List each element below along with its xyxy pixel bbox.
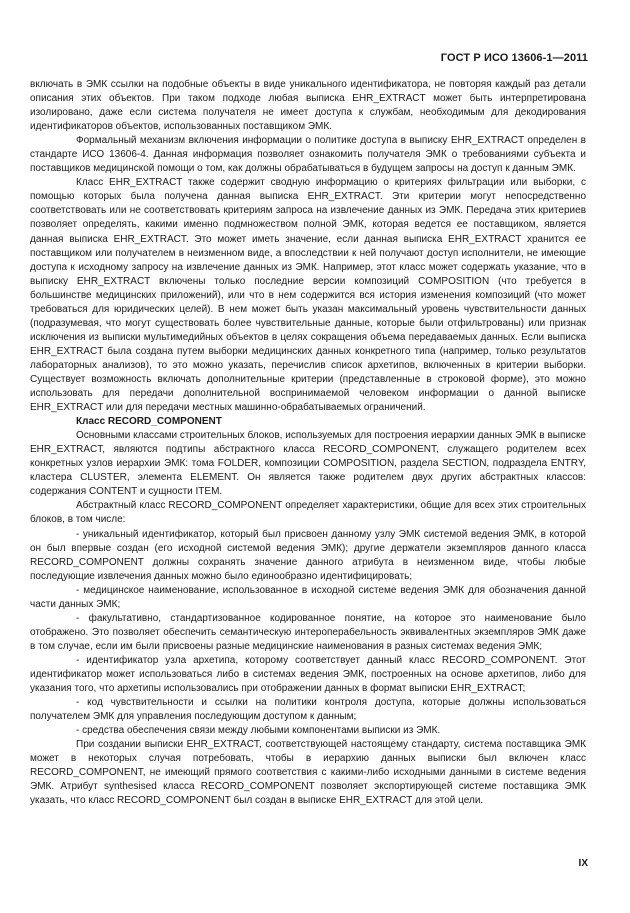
section-closing: При создании выписки EHR_EXTRACT, соответствующей настоящему стандарту, система поставщика ЭМК может в некоторых случая потребовать, чтобы в иерархию данных выписки был включен класс RECORD_COMPONENT, не имеющий прямого соответствия с какими-либо исходными данными в системе ведения ЭМК. Атрибут synthesised класса RECORD_COMPONENT позволяет экспортирующей системе поставщика ЭМК указать, что класс RECORD_COMPONENT был создан в выписке EHR_EXTRACT для этой цели.: [30, 739, 586, 807]
paragraph-extract-criteria: Класс EHR_EXTRACT также содержит сводную информацию о критериях фильтрации или выборки, с помощью которых была получена данная выписка EHR_EXTRACT. Эти критерии могут непосредственно соответствовать или не соответствовать критериям запроса на извлечение данных из ЭМК. Передача этих критериев позволяет определять, какими именно подмножеством полной ЭМК, которая ведется ее поставщиком, является данная выписка EHR_EXTRACT. Это может иметь значение, если данная выписка EHR_EXTRACT хранится ее поставщиком или получателем в неизменном виде, а впоследствии к ней получают доступ исполнители, не имеющие доступа к исходному запросу на извлечение данных из ЭМК. Например, этот класс может содержать указание, что в выписку EHR_EXTRACT включены только последние версии композиций COMPOSITION (что требуется в большинстве медицинских приложений), или что в нем содержится вся история изменения композиций (что может требоваться для юридических целей). В нем может быть указан максимальный уровень чувствительности данных (подразумевая, что могут существовать более чувствительные данные, которые были отфильтрованы) или признак исключения из выписки мультимедийных объектов в целях сокращения объема передаваемых данных. Если выписка EHR_EXTRACT была создана путем выборки медицинских данных конкретного типа (например, только результатов лабораторных анализов), то это можно указать, перечислив список архетипов, включенных в критерии выборки. Существует возможность включать дополнительные критерии (представленные в строковой форме), это можно использовать для передачи дополнительной воспринимаемой человеком информации о данной выписке EHR_EXTRACT или для передачи местных машинно-обрабатываемых ограничений.: [30, 177, 586, 414]
standard-header: ГОСТ Р ИСО 13606-1—2011: [440, 52, 588, 64]
list-item: - код чувствительности и ссылки на политики контроля доступа, которые должны использоваться получателем ЭМК для управления последующим доступом к данным;: [30, 697, 586, 723]
list-item: - медицинское наименование, использованное в исходной системе ведения ЭМК для обозначения данной части данных ЭМК;: [30, 584, 586, 610]
paragraph-continuation: включать в ЭМК ссылки на подобные объекты в виде уникального идентификатора, не повторяя каждый раз детали описания этих объектов. При таком подходе любая выписка EHR_EXTRACT может быть интерпретирована изолировано, даже если система получателя не имеет доступа к службам, необходимым для декодирования идентификаторов объектов, использованных поставщиком ЭМК.: [30, 79, 586, 133]
section-heading: Класс RECORD_COMPONENT: [76, 416, 222, 428]
section-intro: Основными классами строительных блоков, используемых для построения иерархии данных ЭМК в выписке EHR_EXTRACT, являются подтипы абстрактного класса RECORD_COMPONENT, служащего родителем всех конкретных узлов иерархии ЭМК: тома FOLDER, композиции COMPOSITION, раздела SECTION, подраздела ENTRY, кластера CLUSTER, элемента ELEMENT. Он является также родителем двух других абстрактных классов: содержания CONTENT и сущности ITEM.: [30, 430, 586, 498]
list-item: - идентификатор узла архетипа, которому соответствует данный класс RECORD_COMPONENT. Этот идентификатор может использоваться либо в системах ведения ЭМК, построенных на основе архетипов, либо для указания того, что архетипы использовались при отображении данных в формат выписки EHR_EXTRACT;: [30, 654, 586, 695]
list-item: - средства обеспечения связи между любыми компонентами выписки из ЭМК.: [76, 725, 441, 737]
list-item: - факультативно, стандартизованное кодированное понятие, на которое это наименование было отображено. Это позволяет обеспечить семантическую интероперабельность эквивалентных экземпляров ЭМК даже в том случае, если им были присвоены разные медицинские наименования в разных системах ведения ЭМК;: [30, 612, 586, 652]
body-text: [30, 78, 586, 808]
section-lead: Абстрактный класс RECORD_COMPONENT определяет характеристики, общие для всех этих строительных блоков, в том числе:: [30, 500, 586, 526]
list-item: - уникальный идентификатор, который был присвоен данному узлу ЭМК системой ведения ЭМК, в которой он был впервые создан (его исходной системой ведения ЭМК); другие держатели экземпляров данного класса RECORD_COMPONENT должны сохранять значение данного атрибута в неизменном виде, чтобы любые последующие извлечения данных можно было единообразно идентифицировать;: [30, 528, 586, 582]
paragraph-access-policy: Формальный механизм включения информации о политике доступа в выписку EHR_EXTRACT определен в стандарте ИСО 13606-4. Данная информация позволяет ознакомить получателя ЭМК о требованиями субъекта и поставщиков медицинской помощи о том, как должны обрабатываться в будущем запросы на доступ к данным ЭМК.: [30, 135, 586, 175]
page-number: IX: [578, 858, 588, 869]
